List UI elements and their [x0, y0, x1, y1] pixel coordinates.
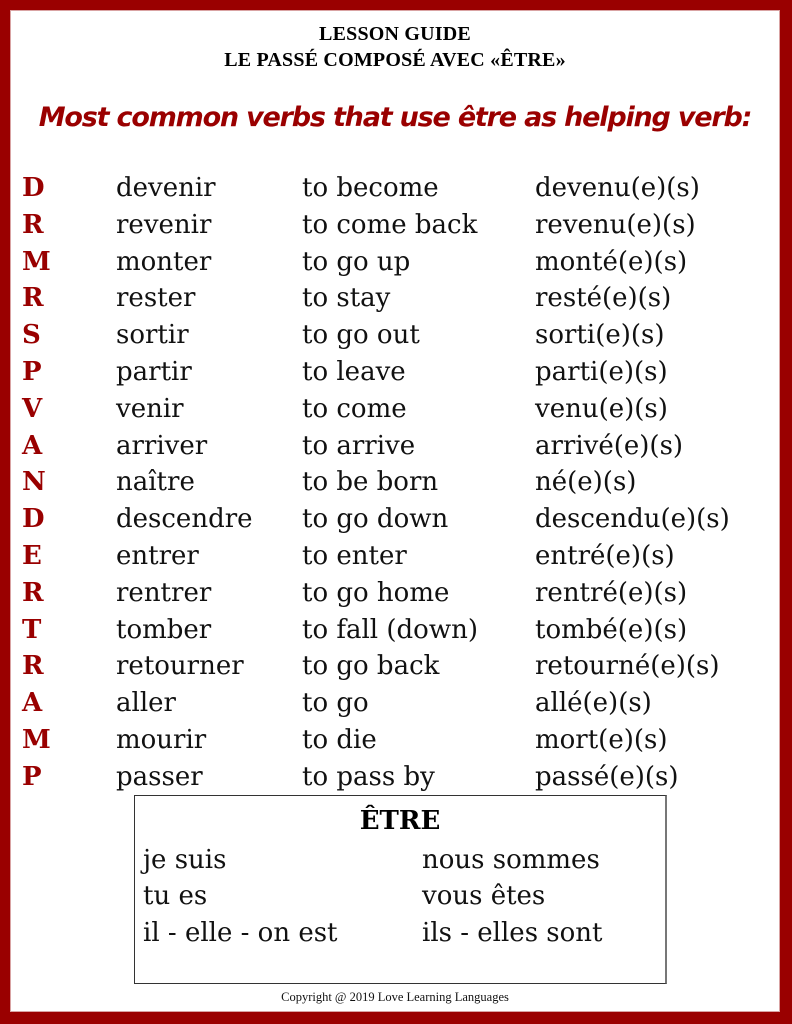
past-participle: né(e)(s) — [535, 467, 637, 498]
past-participle: rentré(e)(s) — [535, 577, 688, 608]
table-row — [10, 244, 780, 280]
etre-conjugation-box — [134, 795, 667, 984]
english-translation: to go back — [302, 651, 440, 682]
mnemonic-letter: T — [22, 614, 42, 645]
lesson-page — [10, 10, 780, 1012]
past-participle: passé(e)(s) — [535, 761, 679, 792]
past-participle: descendu(e)(s) — [535, 504, 730, 535]
english-translation: to be born — [302, 467, 439, 498]
past-participle: venu(e)(s) — [535, 393, 668, 424]
table-row — [10, 575, 780, 611]
infinitive: entrer — [116, 541, 199, 571]
past-participle: mort(e)(s) — [535, 725, 668, 755]
table-row — [10, 501, 780, 537]
infinitive: mourir — [116, 725, 207, 755]
conjugation-plural-2: vous êtes — [422, 881, 546, 911]
past-participle: monté(e)(s) — [535, 246, 688, 277]
infinitive: passer — [116, 761, 203, 792]
table-row — [10, 722, 780, 758]
english-translation: to die — [302, 725, 377, 755]
english-translation: to arrive — [302, 430, 416, 461]
mnemonic-letter: R — [22, 283, 44, 314]
infinitive: sortir — [116, 320, 189, 351]
table-row — [10, 391, 780, 427]
past-participle: entré(e)(s) — [535, 541, 675, 571]
english-translation: to go out — [302, 320, 420, 351]
section-subtitle: Most common verbs that use être as helping verb: — [38, 102, 752, 133]
mnemonic-letter: M — [22, 246, 51, 277]
infinitive: revenir — [116, 209, 212, 240]
english-translation: to go down — [302, 504, 449, 535]
table-row — [10, 280, 780, 316]
conjugation-singular-1: je suis — [143, 845, 227, 875]
mnemonic-letter: S — [22, 320, 41, 351]
mnemonic-letter: A — [22, 430, 43, 461]
english-translation: to become — [302, 173, 439, 203]
infinitive: rentrer — [116, 577, 212, 608]
mnemonic-letter: P — [22, 357, 42, 387]
past-participle: resté(e)(s) — [535, 283, 672, 314]
table-row — [10, 170, 780, 206]
english-translation: to go home — [302, 577, 450, 608]
mnemonic-letter: D — [22, 504, 45, 535]
lesson-guide-title: LESSON GUIDE — [319, 23, 471, 45]
english-translation: to stay — [302, 283, 391, 314]
table-row — [10, 685, 780, 721]
infinitive: partir — [116, 357, 192, 387]
english-translation: to enter — [302, 541, 407, 571]
infinitive: arriver — [116, 430, 208, 461]
conjugation-singular-2: tu es — [143, 881, 208, 911]
infinitive: monter — [116, 246, 212, 277]
english-translation: to come — [302, 393, 407, 424]
past-participle: parti(e)(s) — [535, 357, 668, 387]
table-row — [10, 538, 780, 574]
english-translation: to pass by — [302, 761, 435, 792]
etre-title: ÊTRE — [359, 806, 441, 836]
conjugation-plural-3: ils - elles sont — [422, 918, 603, 948]
page-title: LE PASSÉ COMPOSÉ AVEC «ÊTRE» — [224, 49, 566, 71]
infinitive: rester — [116, 283, 196, 314]
infinitive: devenir — [116, 173, 216, 203]
english-translation: to fall (down) — [302, 614, 478, 645]
table-row — [10, 648, 780, 684]
infinitive: tomber — [116, 614, 212, 645]
mnemonic-letter: V — [22, 393, 43, 424]
copyright-notice: Copyright @ 2019 Love Learning Languages — [281, 990, 509, 1004]
english-translation: to go — [302, 688, 369, 719]
table-row — [10, 759, 780, 795]
infinitive: descendre — [116, 504, 253, 535]
past-participle: tombé(e)(s) — [535, 614, 688, 645]
mnemonic-letter: R — [22, 209, 44, 240]
table-row — [10, 317, 780, 353]
mnemonic-letter: A — [22, 688, 43, 719]
conjugation-plural-1: nous sommes — [422, 845, 600, 875]
past-participle: sorti(e)(s) — [535, 320, 665, 351]
mnemonic-letter: N — [22, 467, 46, 498]
infinitive: retourner — [116, 651, 244, 682]
infinitive: naître — [116, 467, 195, 498]
table-row — [10, 464, 780, 500]
mnemonic-letter: D — [22, 173, 45, 203]
mnemonic-letter: M — [22, 725, 51, 755]
table-row — [10, 612, 780, 648]
infinitive: aller — [116, 688, 176, 719]
mnemonic-letter: R — [22, 651, 44, 682]
english-translation: to leave — [302, 357, 406, 387]
past-participle: retourné(e)(s) — [535, 651, 720, 682]
english-translation: to go up — [302, 246, 411, 277]
infinitive: venir — [116, 393, 184, 424]
conjugation-singular-3: il - elle - on est — [143, 918, 338, 948]
table-row — [10, 428, 780, 464]
table-row — [10, 354, 780, 390]
mnemonic-letter: E — [22, 541, 42, 571]
mnemonic-letter: R — [22, 577, 44, 608]
english-translation: to come back — [302, 209, 478, 240]
past-participle: revenu(e)(s) — [535, 209, 696, 240]
table-row — [10, 207, 780, 243]
past-participle: arrivé(e)(s) — [535, 430, 684, 461]
past-participle: devenu(e)(s) — [535, 173, 700, 203]
mnemonic-letter: P — [22, 761, 42, 792]
past-participle: allé(e)(s) — [535, 688, 652, 719]
